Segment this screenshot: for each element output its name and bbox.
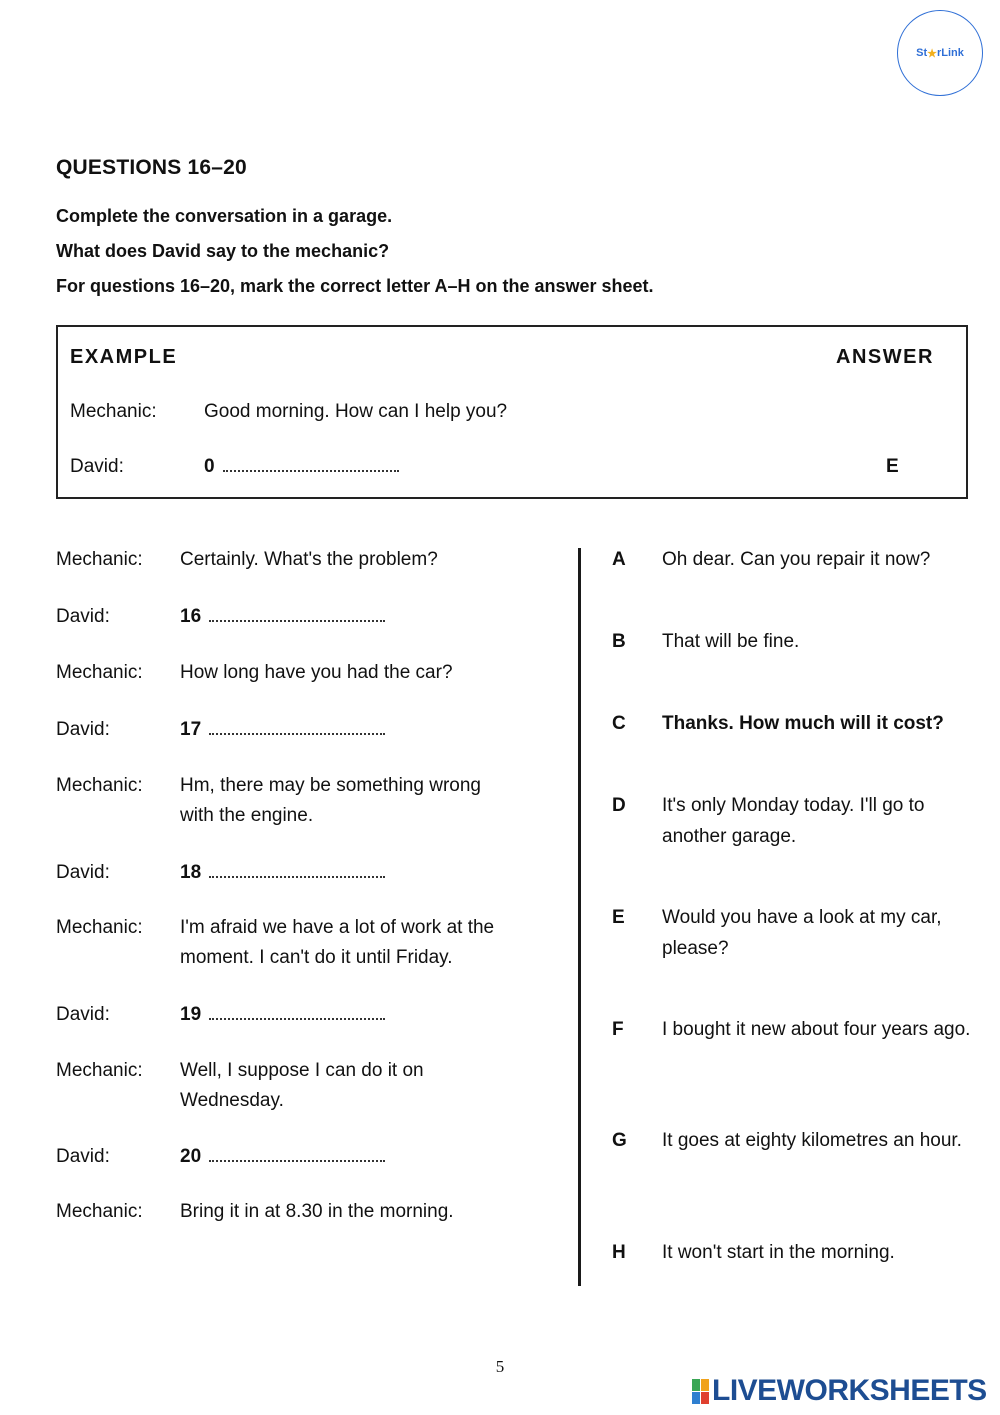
option-letter-d: D	[612, 795, 626, 816]
dialogue-speaker-9: Mechanic:	[56, 1060, 143, 1081]
dotted-blank	[209, 1006, 385, 1020]
answer-blank-20[interactable]	[180, 1146, 385, 1168]
column-divider	[578, 548, 581, 1286]
instruction-line-3: For questions 16–20, mark the correct letter A–H on the answer sheet.	[56, 276, 654, 296]
dialogue-text-11: Bring it in at 8.30 in the morning.	[180, 1201, 454, 1222]
dialogue-speaker-1: Mechanic:	[56, 549, 143, 570]
dialogue-text-9-line-1: Well, I suppose I can do it on	[180, 1060, 424, 1081]
option-text-a: Oh dear. Can you repair it now?	[662, 549, 931, 570]
question-number-16: 16	[180, 606, 202, 627]
dialogue-speaker-7: Mechanic:	[56, 917, 143, 938]
question-number-18: 18	[180, 862, 202, 883]
option-letter-c: C	[612, 713, 626, 734]
logo-text-end: rLink	[936, 47, 964, 59]
dotted-blank	[209, 608, 385, 622]
dialogue-speaker-5: Mechanic:	[56, 775, 143, 796]
option-text-d: It's only Monday today. I'll go to another garage.	[662, 795, 925, 847]
liveworksheets-brand	[692, 1374, 987, 1408]
logo-text-start: St	[916, 47, 928, 59]
option-letter-e: E	[612, 907, 625, 928]
starlink-logo	[897, 10, 983, 96]
question-number-17: 17	[180, 719, 202, 740]
dialogue-text-1: Certainly. What's the problem?	[180, 549, 438, 570]
example-mechanic-line: Good morning. How can I help you?	[204, 401, 508, 422]
dotted-blank	[209, 1148, 385, 1162]
option-text-e: Would you have a look at my car, please?	[662, 907, 942, 959]
option-letter-g: G	[612, 1130, 627, 1151]
option-letter-f: F	[612, 1019, 624, 1040]
example-answer-line	[204, 456, 399, 478]
star-icon: ★	[927, 47, 937, 60]
dialogue-speaker-8: David:	[56, 1004, 110, 1025]
example-dotted-blank	[223, 458, 399, 472]
dialogue-speaker-4: David:	[56, 719, 110, 740]
dialogue-text-7-line-1: I'm afraid we have a lot of work at the	[180, 917, 495, 938]
questions-title: QUESTIONS 16–20	[56, 156, 247, 179]
dialogue-speaker-11: Mechanic:	[56, 1201, 143, 1222]
option-text-f: I bought it new about four years ago.	[662, 1019, 971, 1040]
answer-blank-16[interactable]	[180, 606, 385, 628]
dialogue-speaker-2: David:	[56, 606, 110, 627]
dotted-blank	[209, 864, 385, 878]
option-text-c: Thanks. How much will it cost?	[662, 713, 944, 734]
answer-blank-17[interactable]	[180, 719, 385, 741]
example-heading: EXAMPLE	[70, 346, 178, 368]
dialogue-text-5-line-1: Hm, there may be something wrong	[180, 775, 481, 796]
answer-heading: ANSWER	[836, 346, 934, 368]
example-mechanic-label: Mechanic:	[70, 401, 157, 422]
dialogue-speaker-3: Mechanic:	[56, 662, 143, 683]
dotted-blank	[209, 721, 385, 735]
dialogue-text-7-line-2: moment. I can't do it until Friday.	[180, 947, 453, 968]
dialogue-speaker-6: David:	[56, 862, 110, 883]
page-number: 5	[495, 1357, 505, 1376]
example-number: 0	[204, 456, 215, 477]
answer-blank-18[interactable]	[180, 862, 385, 884]
instruction-line-2: What does David say to the mechanic?	[56, 241, 390, 261]
question-number-20: 20	[180, 1146, 202, 1167]
option-text-h: It won't start in the morning.	[662, 1242, 895, 1263]
answer-blank-19[interactable]	[180, 1004, 385, 1026]
question-number-19: 19	[180, 1004, 202, 1025]
option-text-b: That will be fine.	[662, 631, 800, 652]
option-letter-b: B	[612, 631, 626, 652]
dialogue-text-5-line-2: with the engine.	[180, 805, 314, 826]
liveworksheets-icon	[692, 1379, 709, 1404]
example-david-label: David:	[70, 456, 124, 477]
dialogue-text-9-line-2: Wednesday.	[180, 1090, 284, 1111]
option-letter-h: H	[612, 1242, 626, 1263]
dialogue-speaker-10: David:	[56, 1146, 110, 1167]
example-box	[56, 325, 968, 499]
example-answer: E	[886, 456, 899, 477]
option-letter-a: A	[612, 549, 626, 570]
option-text-g: It goes at eighty kilometres an hour.	[662, 1130, 962, 1151]
instruction-line-1: Complete the conversation in a garage.	[56, 206, 393, 226]
dialogue-text-3: How long have you had the car?	[180, 662, 453, 683]
brand-text: LIVEWORKSHEETS	[712, 1374, 987, 1407]
